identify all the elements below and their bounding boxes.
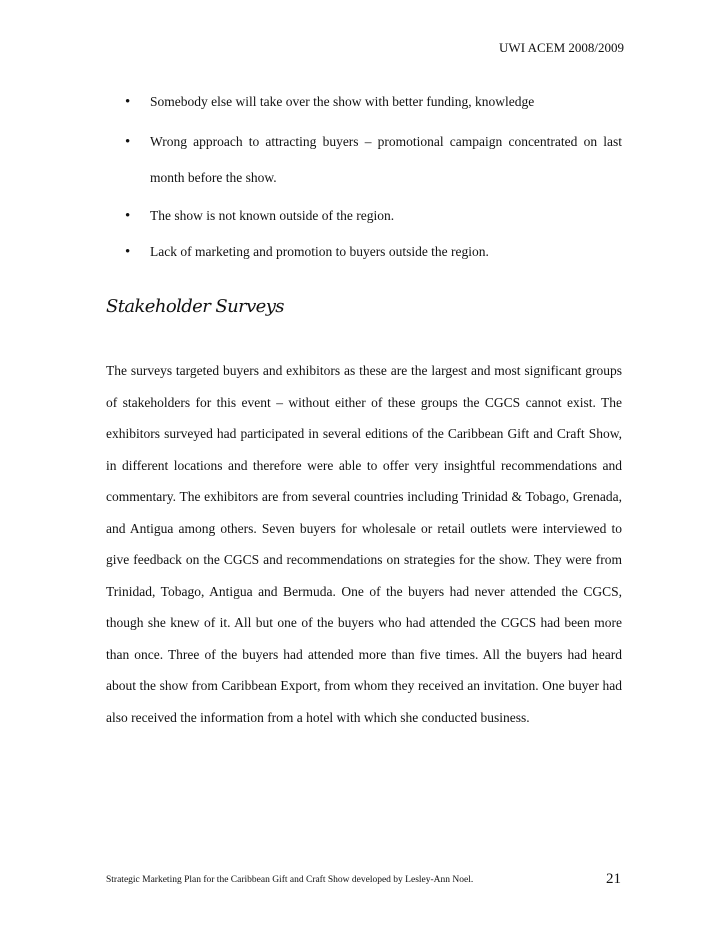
bullet-icon: • — [125, 94, 131, 110]
bullet-text: Somebody else will take over the show with better funding, knowledge — [150, 94, 535, 109]
body-paragraph: The surveys targeted buyers and exhibitors as these are the largest and most significant groups of stakeholders for this event – without either of these groups the CGCS cannot exist. The exhibitors surveyed had participated in several editions of the Caribbean Gift and Craft Show, in different locations and therefore were able to offer very insightful recommendations and commentary. The exhibitors are from several countries including Trinidad & Tobago, Grenada, and Antigua among others. Seven buyers for wholesale or retail outlets were interviewed to give feedback on the CGCS and recommendations on strategies for the show. They were from Trinidad, Tobago, Antigua and Bermuda. One of the buyers had never attended the CGCS, though she knew of it. All but one of the buyers who had attended the CGCS had been more than once. Three of the buyers had attended more than five times. All the buyers had heard about the show from Caribbean Export, from whom they received an invitation. One buyer had also received the information from a hotel with which she conducted business. — [106, 363, 622, 725]
bullet-icon: • — [125, 244, 131, 260]
bullet-item — [106, 84, 622, 120]
bullet-text: Lack of marketing and promotion to buyers outside the region. — [150, 244, 489, 259]
footer-note: Strategic Marketing Plan for the Caribbean Gift and Craft Show developed by Lesley-Ann Noel. — [106, 875, 474, 885]
bullet-item — [106, 198, 622, 234]
bullet-icon: • — [125, 208, 131, 224]
section-heading: Stakeholder Surveys — [106, 296, 284, 317]
running-header: UWI ACEM 2008/2009 — [499, 40, 624, 55]
bullet-text: Wrong approach to attracting buyers – promotional campaign concentrated on last month before the show. — [150, 134, 622, 185]
bullet-icon: • — [125, 134, 131, 150]
page-number: 21 — [606, 871, 621, 887]
bullet-item — [106, 124, 622, 196]
bullet-item — [106, 234, 622, 270]
bullet-text: The show is not known outside of the region. — [150, 208, 395, 223]
bullet-list — [106, 84, 622, 270]
